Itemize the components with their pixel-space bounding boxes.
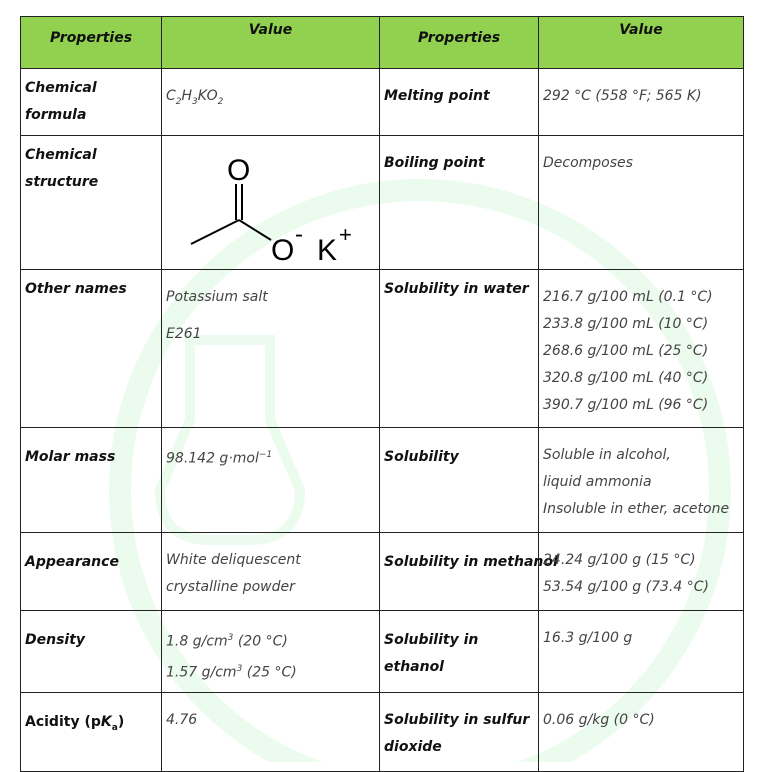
property-label: Density	[21, 611, 162, 693]
property-label: Other names	[21, 270, 162, 428]
property-label: Boiling point	[380, 136, 539, 270]
property-label: Solubility	[380, 428, 539, 533]
header-value: Value	[162, 17, 380, 69]
property-label: Solubility in water	[380, 270, 539, 428]
minus-sign: -	[294, 221, 303, 248]
chemical-structure-diagram	[162, 136, 380, 270]
table-row	[21, 428, 744, 533]
table-row	[21, 693, 744, 772]
chemical-formula-value: $C_2H_3KO_2$	[162, 69, 380, 136]
header-value: Value	[539, 17, 744, 69]
table-row	[21, 69, 744, 136]
header-row	[21, 17, 744, 69]
structure-svg	[171, 142, 371, 262]
header-properties: Properties	[380, 17, 539, 69]
property-label: Appearance	[21, 533, 162, 611]
potassium: K	[316, 234, 337, 262]
property-value: Decomposes	[539, 136, 744, 270]
solubility-sulfur-dioxide-value: 0.06 g/kg (0 °C)	[539, 693, 744, 772]
solubility-value: Soluble in alcohol, liquid ammonia Insoluble in ether, acetone	[539, 428, 744, 533]
table-row	[21, 136, 744, 270]
plus-sign: +	[338, 222, 352, 247]
acidity-value: 4.76	[162, 693, 380, 772]
property-label: Solubility in ethanol	[380, 611, 539, 693]
table-row	[21, 270, 744, 428]
property-label: Solubility in methanol	[380, 533, 539, 611]
header-properties: Properties	[21, 17, 162, 69]
solubility-ethanol-value: 16.3 g/100 g	[539, 611, 744, 693]
oxygen-top: O	[226, 154, 250, 187]
molar-mass-value: 98.142 g·mol$^{-1}$	[162, 428, 380, 533]
table-row	[21, 533, 744, 611]
property-label: Molar mass	[21, 428, 162, 533]
oxygen-minus: O	[270, 234, 294, 262]
other-names-value: Potassium salt E261	[162, 270, 380, 428]
table-row	[21, 611, 744, 693]
solubility-methanol-value: 24.24 g/100 g (15 °C) 53.54 g/100 g (73.4 °C)	[539, 533, 744, 611]
property-label: Melting point	[380, 69, 539, 136]
density-value: 1.8 $g/cm^3$ (20 °C) 1.57 $g/cm^3$ (25 °C)	[162, 611, 380, 693]
property-value: 292 °C (558 °F; 565 K)	[539, 69, 744, 136]
properties-table	[20, 16, 744, 772]
property-label: Solubility in sulfur dioxide	[380, 693, 539, 772]
property-label: Acidity $(pK_a)$	[21, 693, 162, 772]
property-label: Chemical formula	[21, 69, 162, 136]
solubility-water-value: 216.7 g/100 mL (0.1 °C) 233.8 g/100 mL (10 °C) 268.6 g/100 mL (25 °C) 320.8 g/100 mL (40 °C) 390.7 g/100 mL (96 °C)	[539, 270, 744, 428]
appearance-value: White deliquescent crystalline powder	[162, 533, 380, 611]
property-label: Chemical structure	[21, 136, 162, 270]
